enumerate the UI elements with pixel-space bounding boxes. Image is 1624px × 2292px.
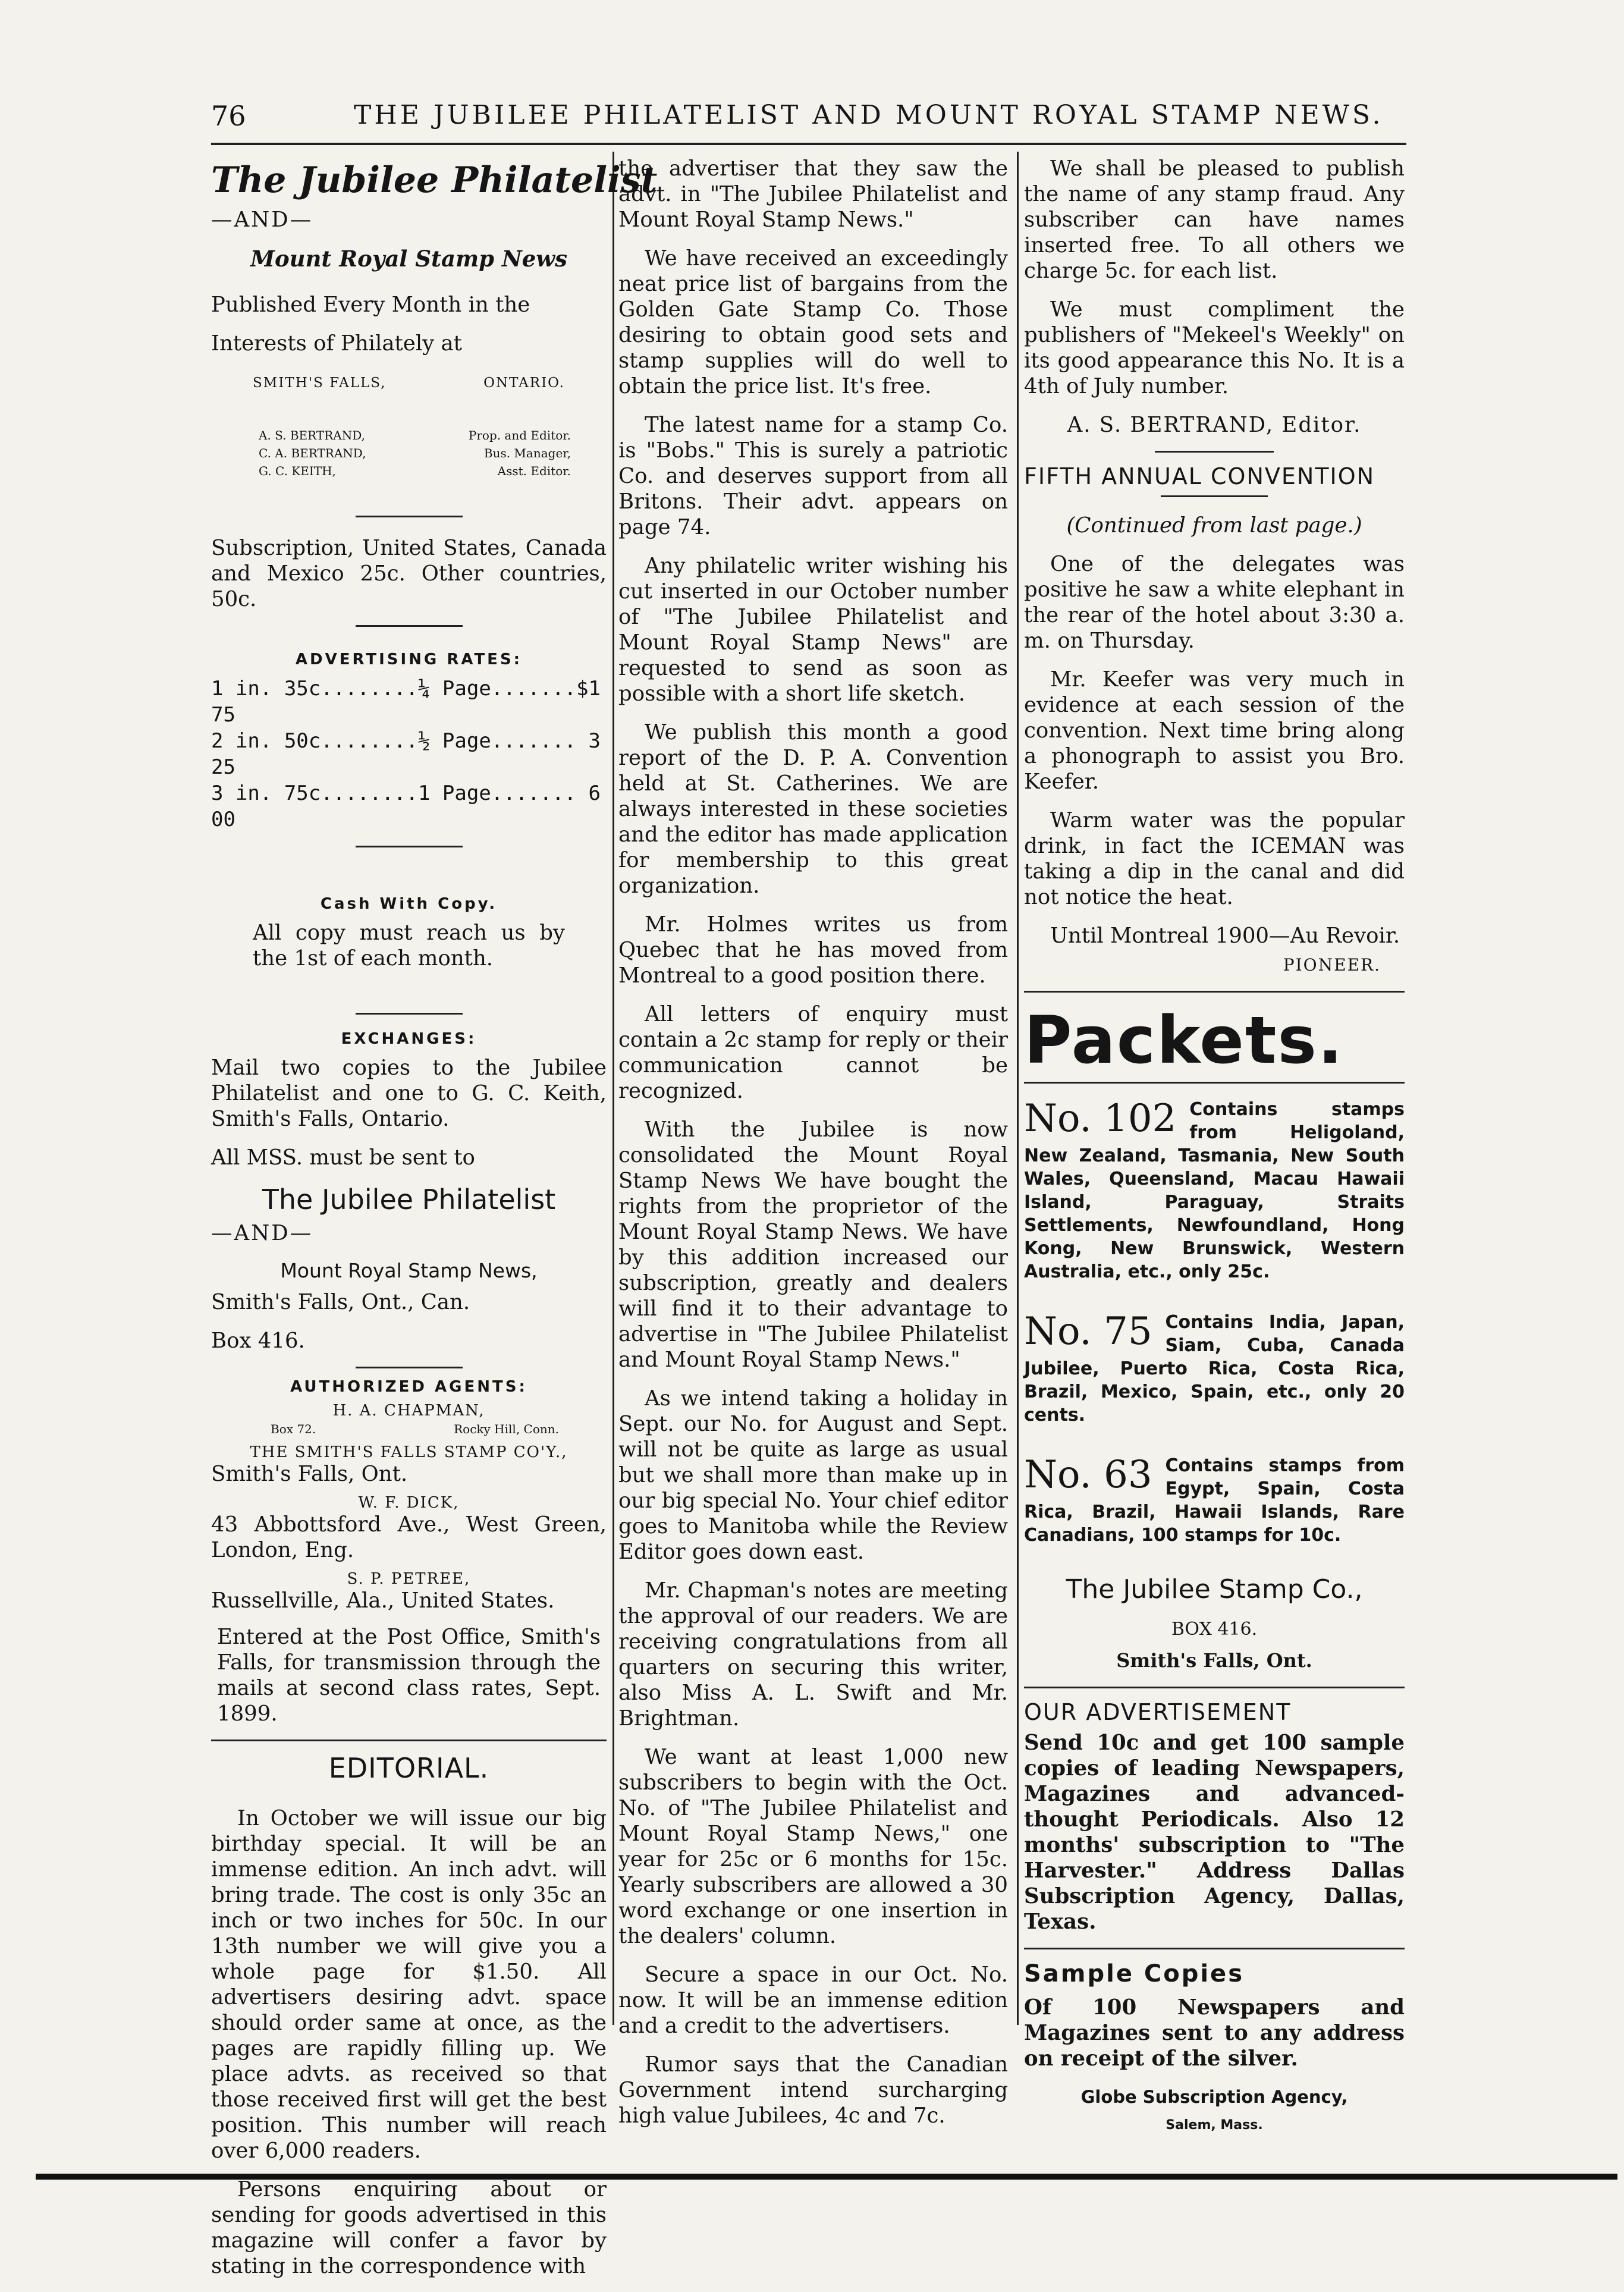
packet-text: Contains stamps from Egypt, Spain, Costa Rica, Brazil, Hawaii Islands, Rare Canadians, 100 stamps for 10c. [1024, 1455, 1405, 1546]
staff-row [259, 426, 571, 444]
exchanges-note: Mail two copies to the Jubilee Philatelist and one to G. C. Keith, Smith's Falls, Ontario. [211, 1056, 607, 1131]
rate-row: 3 in. 75c........1 Page....... 6 00 [211, 781, 601, 831]
column-3 [1024, 156, 1405, 2151]
convention-paragraph: One of the delegates was positive he saw a white elephant in the rear of the hotel about 3:30 a. m. on Thursday. [1024, 552, 1405, 653]
place-line [211, 375, 607, 391]
editor-signature: A. S. BERTRAND, Editor. [1067, 413, 1362, 437]
editorial-paragraph: The latest name for a stamp Co. is "Bobs." This is surely a patriotic Co. and deserves support from all Britons. Their advt. appears on page 74. [618, 413, 1008, 539]
editorial-paragraph: We must compliment the publishers of "Mekeel's Weekly" on its good appearance this No. It is a 4th of July number. [1024, 297, 1405, 398]
agent-name: H. A. CHAPMAN, [332, 1402, 485, 1420]
continued-note: (Continued from last page.) [1066, 513, 1362, 538]
column-rule-2 [1017, 152, 1019, 2025]
editorial-paragraph: We want at least 1,000 new subscribers to begin with the Oct. No. of "The Jubilee Philatelist and Mount Royal Stamp News," one year for 25c or 6 months for 15c. Yearly subscribers are allowed a 30 word exchange or one insertion in the dealers' column. [618, 1745, 1008, 1948]
staff-role: Prop. and Editor. [468, 428, 571, 442]
divider [1024, 1948, 1405, 1949]
agent-box: Box 72. [271, 1422, 316, 1436]
packet-number: No. 63 [1024, 1453, 1152, 1497]
masthead-and: —AND— [211, 208, 313, 232]
editorial-paragraph: Mr. Chapman's notes are meeting the approval of our readers. We are receiving congratulations from all quarters on securing this writer, also Miss A. L. Swift and Mr. Brightman. [618, 1578, 1008, 1731]
divider [1161, 495, 1268, 497]
mss-place: Smith's Falls, Ont., Can. [211, 1290, 470, 1314]
editorial-paragraph: We have received an exceedingly neat price list of bargains from the Golden Gate Stamp Co. Those desiring to obtain good sets and stamp supplies will do well to obtain the price list. It's free. [618, 246, 1008, 398]
divider [1024, 1082, 1405, 1084]
running-head [211, 100, 1549, 138]
entered-note: Entered at the Post Office, Smith's Falls, for transmission through the mails at second class rates, Sept. 1899. [217, 1625, 601, 1726]
packet-item [1024, 1098, 1405, 1283]
editorial-paragraph: As we intend taking a holiday in Sept. our No. for August and Sept. will not be quite as large as usual but we shall more than make up in our big special No. Your chief editor goes to Manitoba while the Review Editor goes down east. [618, 1386, 1008, 1564]
editorial-paragraph: All letters of enquiry must contain a 2c stamp for reply or their communication cannot be recognized. [618, 1002, 1008, 1103]
packets-box: BOX 416. [1171, 1619, 1258, 1640]
agent-name: S. P. PETREE, [347, 1570, 471, 1588]
agent-town: 43 Abbottsford Ave., West Green, London, Eng. [211, 1512, 607, 1562]
editorial-paragraph: Mr. Holmes writes us from Quebec that he has moved from Montreal to a good position there. [618, 912, 1008, 988]
our-ad-text: Send 10c and get 100 sample copies of leading Newspapers, Magazines and advanced-thought Periodicals. Also 12 months' subscription to "The Harvester." Address Dallas Subscription Agency, Dallas, Texas. [1024, 1731, 1405, 1934]
agent-address [211, 1422, 607, 1436]
divider [356, 516, 463, 517]
editorial-heading: EDITORIAL. [328, 1752, 489, 1784]
packet-text: Contains India, Japan, Siam, Cuba, Canada Jubilee, Puerto Rica, Costa Rica, Brazil, Mexico, Spain, etc., only 20 cents. [1024, 1312, 1405, 1426]
packet-number: No. 75 [1024, 1310, 1152, 1354]
editorial-paragraph: In October we will issue our big birthday special. It will be an immense edition. An inch advt. will bring trade. The cost is only 35c an inch or two inches for 50c. In our 13th number we will give you a whole page for $1.50. All advertisers desiring advt. space should order same at once, as the pages are rapidly filling up. We place advts. as received so that those received first will get the best position. This number will reach over 6,000 readers. [211, 1806, 607, 2163]
divider [356, 1013, 463, 1015]
our-ad-heading: OUR ADVERTISEMENT [1024, 1699, 1292, 1725]
editorial-paragraph: With the Jubilee is now consolidated the Mount Royal Stamp News We have bought the rights from the proprietor of the Mount Royal Stamp News. We have by this addition increased our subscription, greatly and dealers will find it to their advantage to advertise in "The Jubilee Philatelist and Mount Royal Stamp News." [618, 1117, 1008, 1372]
editorial-paragraph: We shall be pleased to publish the name of any stamp fraud. Any subscriber can have names inserted free. To all others we charge 5c. for each list. [1024, 156, 1405, 283]
place-left: SMITH'S FALLS, [253, 375, 387, 391]
staff-list [211, 426, 607, 480]
editorial-paragraph: the advertiser that they saw the advt. in "The Jubilee Philatelist and Mount Royal Stamp News." [618, 156, 1008, 232]
cash-heading: Cash With Copy. [320, 895, 498, 913]
bottom-border [36, 2174, 1617, 2180]
divider [356, 846, 463, 847]
editorial-paragraph: Rumor says that the Canadian Government intend surcharging high value Jubilees, 4c and 7c. [618, 2052, 1008, 2128]
staff-role: Asst. Editor. [497, 464, 571, 478]
convention-paragraph: Warm water was the popular drink, in fact the ICEMAN was taking a dip in the canal and did not notice the heat. [1024, 808, 1405, 909]
running-title: THE JUBILEE PHILATELIST AND MOUNT ROYAL STAMP NEWS. [354, 100, 1384, 130]
mss-and: —AND— [211, 1221, 313, 1245]
masthead-subtitle: Mount Royal Stamp News [250, 246, 567, 272]
packet-text: Contains stamps from Heligoland, New Zealand, Tasmania, New South Wales, Queensland, Macau Hawaii Island, Paraguay, Straits Settlements, Newfoundland, Hong Kong, New Brunswick, Western Australia, etc., only 25c. [1024, 1099, 1405, 1282]
staff-name: G. C. KEITH, [259, 464, 336, 478]
column-1 [211, 156, 658, 2292]
agent-town: Russellville, Ala., United States. [211, 1588, 555, 1613]
editorial-paragraph: Any philatelic writer wishing his cut inserted in our October number of "The Jubilee Philatelist and Mount Royal Stamp News" are requested to send as soon as possible with a short life sketch. [618, 554, 1008, 706]
rate-row: 1 in. 35c........¼ Page.......$1 75 [211, 677, 601, 727]
divider [1024, 1687, 1405, 1688]
agent-town: Rocky Hill, Conn. [454, 1422, 559, 1436]
subscription-note: Subscription, United States, Canada and Mexico 25c. Other countries, 50c. [211, 536, 607, 611]
packets-place: Smith's Falls, Ont. [1116, 1649, 1312, 1672]
column-rule-1 [612, 152, 614, 2025]
published-line-2: Interests of Philately at [211, 331, 462, 356]
column-2 [618, 156, 1008, 2142]
agent-name: W. F. DICK, [358, 1494, 460, 1512]
mss-subtitle: Mount Royal Stamp News, [280, 1259, 538, 1282]
editorial-paragraph: We publish this month a good report of the D. P. A. Convention held at St. Catherines. We are always interested in these societies and the editor has made application for membership to this great organization. [618, 720, 1008, 898]
sample-place: Salem, Mass. [1166, 2118, 1263, 2133]
masthead-title: The Jubilee Philatelist [211, 159, 658, 201]
divider [356, 625, 463, 627]
convention-paragraph: Mr. Keefer was very much in evidence at each session of the convention. Next time bring along a phonograph to assist you Bro. Keefer. [1024, 667, 1405, 794]
packets-company: The Jubilee Stamp Co., [1066, 1574, 1363, 1605]
divider [356, 1367, 463, 1368]
cash-note: All copy must reach us by the 1st of each month. [253, 921, 565, 971]
header-rule [211, 143, 1406, 145]
editorial-paragraph: Persons enquiring about or sending for goods advertised in this magazine will confer a favor by stating in the correspondence with [211, 2177, 607, 2278]
exchanges-heading: EXCHANGES: [341, 1030, 477, 1048]
staff-role: Bus. Manager, [483, 446, 571, 460]
agent-town: Smith's Falls, Ont. [211, 1462, 408, 1486]
sample-heading: Sample Copies [1024, 1960, 1244, 1988]
ornament-rule [1155, 451, 1274, 453]
packet-number: No. 102 [1024, 1097, 1177, 1141]
convention-signature: PIONEER. [1283, 955, 1381, 975]
agent-name: THE SMITH'S FALLS STAMP CO'Y., [250, 1443, 568, 1461]
published-line-1: Published Every Month in the [211, 293, 530, 317]
page-number: 76 [211, 100, 246, 132]
mss-note: All MSS. must be sent to [211, 1145, 475, 1170]
mss-box: Box 416. [211, 1329, 305, 1353]
staff-row [259, 444, 571, 462]
agents-heading: AUTHORIZED AGENTS: [290, 1378, 527, 1396]
editorial-paragraph: Secure a space in our Oct. No. now. It will be an immense edition and a credit to the advertisers. [618, 1963, 1008, 2038]
packets-heading: Packets. [1024, 1002, 1344, 1078]
staff-name: A. S. BERTRAND, [259, 428, 365, 442]
convention-paragraph: Until Montreal 1900—Au Revoir. [1050, 924, 1400, 948]
sample-agency: Globe Subscription Agency, [1080, 2087, 1348, 2107]
packet-item [1024, 1454, 1405, 1547]
divider [1024, 991, 1405, 993]
rates-table [211, 676, 607, 833]
sample-text: Of 100 Newspapers and Magazines sent to any address on receipt of the silver. [1024, 1995, 1405, 2071]
rate-row: 2 in. 50c........½ Page....... 3 25 [211, 729, 601, 779]
rates-heading: ADVERTISING RATES: [295, 651, 523, 668]
packet-item [1024, 1311, 1405, 1427]
divider [211, 1740, 607, 1741]
convention-heading: FIFTH ANNUAL CONVENTION [1024, 463, 1375, 489]
staff-name: C. A. BERTRAND, [259, 446, 366, 460]
staff-row [259, 462, 571, 480]
place-right: ONTARIO. [483, 375, 565, 391]
mss-title: The Jubilee Philatelist [262, 1183, 556, 1216]
agent-list [211, 1402, 607, 1613]
